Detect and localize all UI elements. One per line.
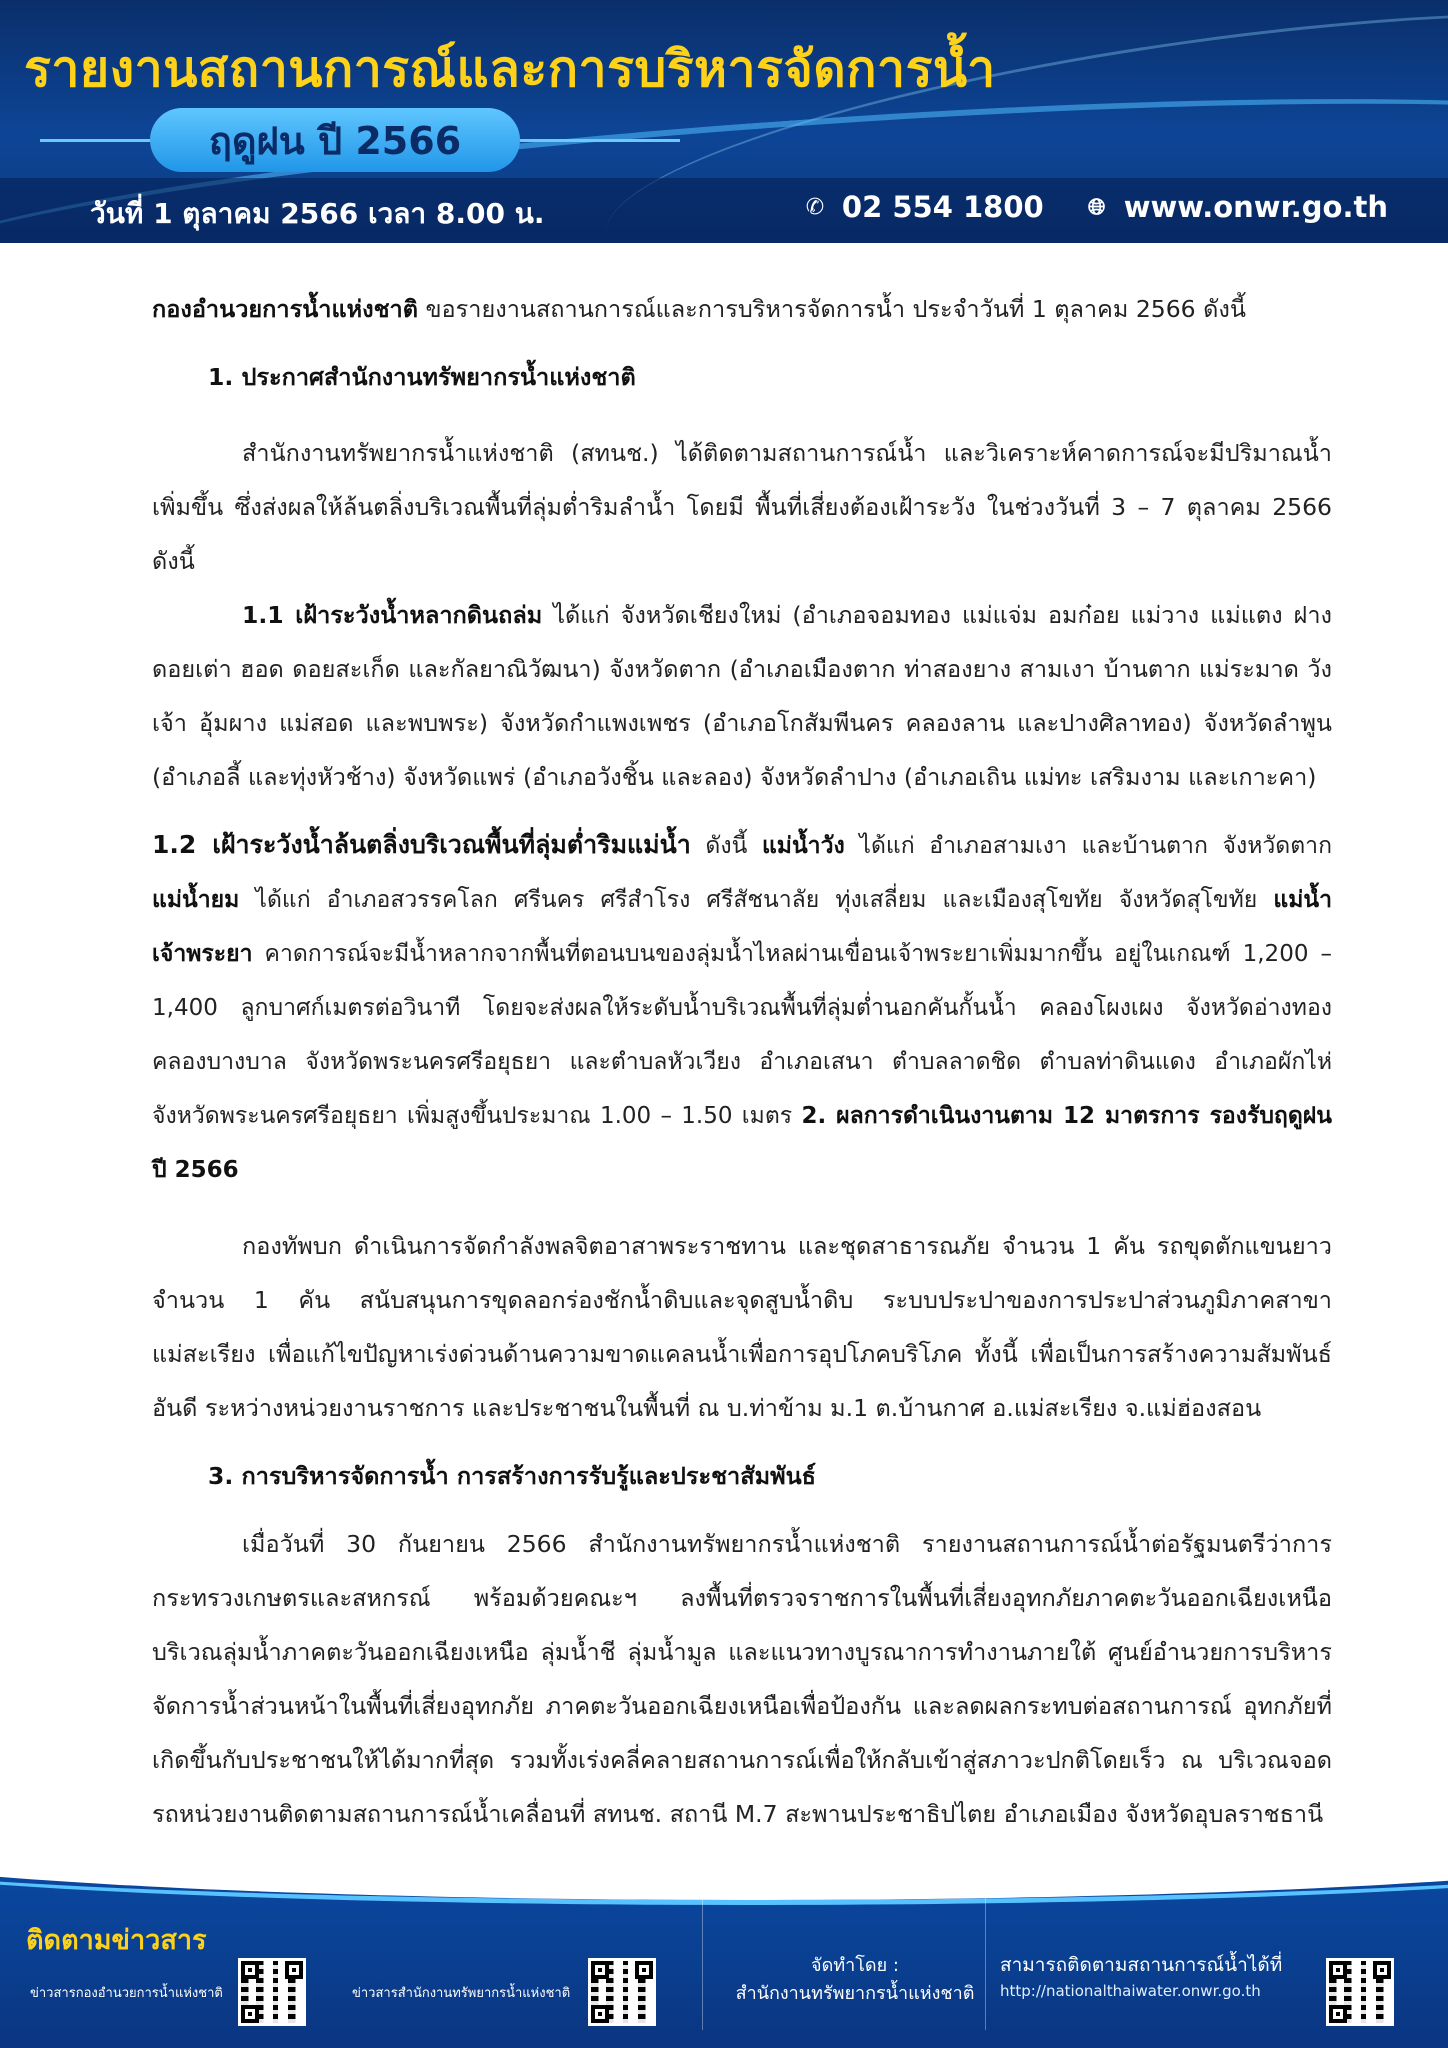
section-1-paragraph: สำนักงานทรัพยากรน้ำแห่งชาติ (สทนช.) ได้ติดตามสถานการณ์น้ำ และวิเคราะห์คาดการณ์จะมีปริมาณน้ำเพิ่มขึ้น ซึ่งส่งผลให้ล้นตลิ่งบริเวณพื้นที่ลุ่มต่ำริมลำน้ำ โดยมี พื้นที่เสี่ยงต้องเฝ้าระวัง ในช่วงวันที่ 3 – 7 ตุลาคม 2566 ดังนี้ [152, 439, 1332, 575]
report-date: วันที่ 1 ตุลาคม 2566 เวลา 8.00 น. [90, 197, 545, 230]
footer-divider [985, 1890, 986, 2030]
follow-news-label: ติดตามข่าวสาร [26, 1925, 207, 1956]
section-3-heading: 3. การบริหารจัดการน้ำ การสร้างการรับรู้และประชาสัมพันธ์ [208, 1462, 816, 1490]
phone-number[interactable]: 02 554 1800 [841, 190, 1044, 224]
qr-code-icon[interactable] [1326, 1958, 1394, 2026]
section-1-1-paragraph: 1.1 เฝ้าระวังน้ำหลากดินถล่ม ได้แก่ จังหวัดเชียงใหม่ (อำเภอจอมทอง แม่แจ่ม อมก๋อย แม่วาง แม่แตง ฝาง ดอยเต่า ฮอด ดอยสะเก็ด และกัลยาณิวัฒนา) จังหวัดตาก (อำเภอเมืองตาก ท่าสองยาง สามเงา บ้านตาก แม่ระมาด วังเจ้า อุ้มผาง แม่สอด และพบพระ) จังหวัดกำแพงเพชร (อำเภอโกสัมพีนคร คลองลาน และปางศิลาทอง) จังหวัดลำพูน (อำเภอลี้ และทุ่งหัวช้าง) จังหวัดแพร่ (อำเภอวังชิ้น และลอง) จังหวัดลำปาง (อำเภอเถิน แม่ทะ เสริมงาม และเกาะคา) [152, 601, 1332, 791]
footer-decoration [0, 1840, 1448, 1905]
intro-org: กองอำนวยการน้ำแห่งชาติ [152, 295, 418, 323]
organized-by-label: จัดทำโดย : [811, 1955, 899, 1976]
organizer-block [700, 1952, 1010, 2008]
report-header [0, 0, 1448, 243]
contact-info [800, 190, 1388, 224]
intro-paragraph: กองอำนวยการน้ำแห่งชาติ ขอรายงานสถานการณ์และการบริหารจัดการน้ำ ประจำวันที่ 1 ตุลาคม 2566 ดังนี้ [152, 295, 1246, 323]
organizer-name: สำนักงานทรัพยากรน้ำแห่งชาติ [735, 1983, 975, 2004]
qr-code-icon[interactable] [238, 1958, 306, 2026]
qr-code-icon[interactable] [588, 1958, 656, 2026]
footer-divider [702, 1890, 703, 2030]
section-1-heading: 1. ประกาศสำนักงานทรัพยากรน้ำแห่งชาติ [208, 363, 636, 391]
report-body [152, 282, 1332, 1841]
section-3-paragraph: เมื่อวันที่ 30 กันยายน 2566 สำนักงานทรัพยากรน้ำแห่งชาติ รายงานสถานการณ์น้ำต่อรัฐมนตรีว่าการ กระทรวงเกษตรและสหกรณ์ พร้อมด้วยคณะฯ ลงพื้นที่ตรวจราชการในพื้นที่เสี่ยงอุทกภัยภาคตะวันออกเฉียงเหนือ บริเวณลุ่มน้ำภาคตะวันออกเฉียงเหนือ ลุ่มน้ำชี ลุ่มน้ำมูล และแนวทางบูรณาการทำงานภายใต้ ศูนย์อำนวยการบริหาร จัดการน้ำส่วนหน้าในพื้นที่เสี่ยงอุทกภัย ภาคตะวันออกเฉียงเหนือเพื่อป้องกัน และลดผลกระทบต่อสถานการณ์ อุทกภัยที่เกิดขึ้นกับประชาชนให้ได้มากที่สุด รวมทั้งเร่งคลี่คลายสถานการณ์เพื่อให้กลับเข้าสู่สภาวะปกติโดยเร็ว ณ บริเวณจอดรถหน่วยงานติดตามสถานการณ์น้ำเคลื่อนที่ สทนช. สถานี M.7 สะพานประชาธิปไตย อำเภอเมือง จังหวัดอุบลราชธานี [152, 1530, 1332, 1828]
water-situation-url[interactable]: http://nationalthaiwater.onwr.go.th [1000, 1982, 1261, 2000]
section-2-heading: 2. ผลการดำเนินงานตาม 12 มาตรการ รองรับฤดูฝน ปี 2566 [152, 1103, 1332, 1183]
section-2-paragraph: กองทัพบก ดำเนินการจัดกำลังพลจิตอาสาพระราชทาน และชุดสาธารณภัย จำนวน 1 คัน รถขุดตักแขนยาว จำนวน 1 คัน สนับสนุนการขุดลอกร่องชักน้ำดิบและจุดสูบน้ำดิบ ระบบประปาของการประปาส่วนภูมิภาคสาขาแม่สะเรียง เพื่อแก้ไขปัญหาเร่งด่วนด้านความขาดแคลนน้ำเพื่อการอุปโภคบริโภค ทั้งนี้ เพื่อเป็นการสร้างความสัมพันธ์อันดี ระหว่างหน่วยงานราชการ และประชาชนในพื้นที่ ณ บ.ท่าข้าม ม.1 ต.บ้านกาศ อ.แม่สะเรียง จ.แม่ฮ่องสอน [152, 1232, 1332, 1422]
report-footer [0, 1840, 1448, 2048]
qr2-label: ข่าวสารสำนักงานทรัพยากรน้ำแห่งชาติ [352, 1986, 571, 2001]
decorative-line [520, 139, 680, 142]
qr1-label: ข่าวสารกองอำนวยการน้ำแห่งชาติ [30, 1986, 223, 2001]
decorative-line [40, 139, 150, 142]
report-title: รายงานสถานการณ์และการบริหารจัดการน้ำ [24, 40, 996, 98]
follow-online-label: สามารถติดตามสถานการณ์น้ำได้ที่ [1000, 1954, 1283, 1976]
section-1-2-paragraph: 1.2 เฝ้าระวังน้ำล้นตลิ่งบริเวณพื้นที่ลุ่มต่ำริมแม่น้ำ ดังนี้ แม่น้ำวัง ได้แก่ อำเภอสามเงา และบ้านตาก จังหวัดตาก แม่น้ำยม ได้แก่ อำเภอสวรรคโลก ศรีนคร ศรีสำโรง ศรีสัชนาลัย ทุ่งเสลี่ยม และเมืองสุโขทัย จังหวัดสุโขทัย แม่น้ำเจ้าพระยา คาดการณ์จะมีน้ำหลากจากพื้นที่ตอนบนของลุ่มน้ำไหลผ่านเขื่อนเจ้าพระยาเพิ่มมากขึ้น อยู่ในเกณฑ์ 1,200 – 1,400 ลูกบาศก์เมตรต่อวินาที โดยจะส่งผลให้ระดับน้ำบริเวณพื้นที่ลุ่มต่ำนอกคันกั้นน้ำ คลองโผงเผง จังหวัดอ่างทอง คลองบางบาล จังหวัดพระนครศรีอยุธยา และตำบลหัวเวียง อำเภอเสนา ตำบลลาดชิด ตำบลท่าดินแดง อำเภอผักไห่ จังหวัดพระนครศรีอยุธยา เพิ่มสูงขึ้นประมาณ 1.00 – 1.50 เมตร 2. ผลการดำเนินงานตาม 12 มาตรการ รองรับฤดูฝน ปี 2566 [152, 830, 1333, 1183]
website-link[interactable]: www.onwr.go.th [1123, 190, 1388, 224]
season-badge: ฤดูฝน ปี 2566 [150, 108, 520, 172]
globe-icon: 🌐︎ [1087, 194, 1106, 220]
phone-icon: ✆ [805, 194, 825, 220]
